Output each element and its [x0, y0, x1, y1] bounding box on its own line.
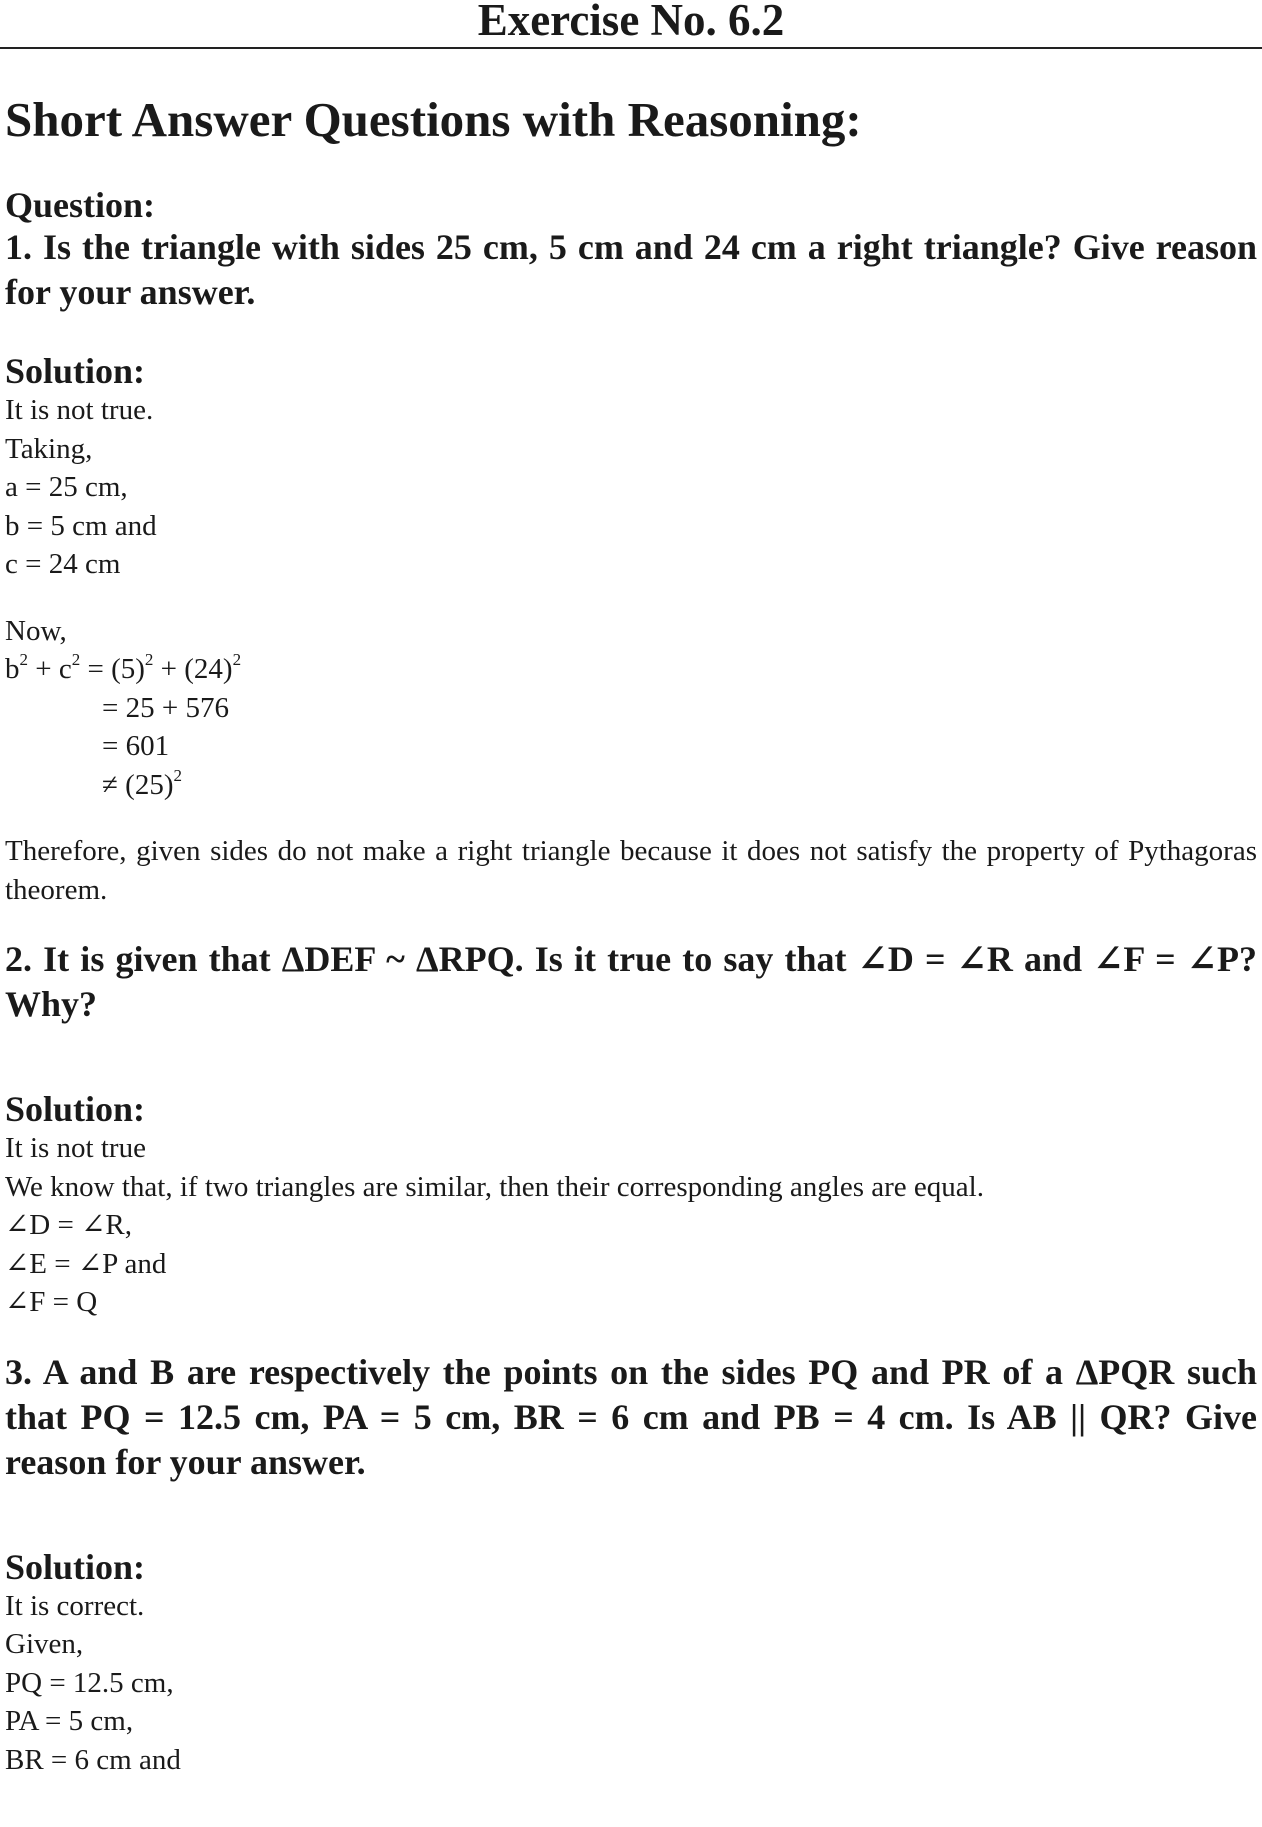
page-title: Exercise No. 6.2	[477, 0, 785, 45]
solution-line: a = 25 cm,	[5, 471, 128, 503]
equation-line: ≠ $(25)^2$	[102, 765, 182, 801]
solution-line: ∠D = ∠R,	[5, 1209, 132, 1241]
solution-line: PA = 5 cm,	[5, 1705, 134, 1737]
solution-line: It is not true.	[5, 394, 154, 426]
solution-label: Solution:	[5, 351, 146, 391]
equation-line: = 25 + 576	[102, 691, 229, 724]
solution-line: It is not true	[5, 1132, 146, 1164]
solution-conclusion: Therefore, given sides do not make a right triangle because it does not satisfy the property of Pythagoras theorem.	[5, 835, 1257, 906]
solution-line: We know that, if two triangles are similar, then their corresponding angles are equal.	[5, 1170, 984, 1203]
question-3	[5, 1350, 1257, 1780]
question-2	[5, 937, 1257, 1322]
solution-line: c = 24 cm	[5, 548, 121, 580]
solution-line: ∠F = Q	[5, 1286, 98, 1318]
solution-line: It is correct.	[5, 1589, 145, 1622]
equation-line: $b^2 + c^2 = (5)^2 + (24)^2$	[5, 650, 242, 685]
solution-line: ∠E = ∠P and	[5, 1247, 167, 1280]
document-body	[5, 185, 1257, 1779]
solution-label: Solution:	[5, 1089, 146, 1129]
question-2-text: 2. It is given that ΔDEF ~ ΔRPQ. Is it true to say that ∠D = ∠R and ∠F = ∠P? Why?	[5, 939, 1257, 1024]
section-heading: Short Answer Questions with Reasoning:	[5, 92, 862, 147]
solution-line: Now,	[5, 614, 67, 647]
question-label: Question:	[5, 185, 156, 225]
solution-line: b = 5 cm and	[5, 509, 157, 542]
solution-line: BR = 6 cm and	[5, 1743, 181, 1776]
equation-line: = 601	[102, 730, 170, 762]
question-1	[5, 185, 1257, 909]
solution-line: PQ = 12.5 cm,	[5, 1666, 174, 1699]
title-rule	[0, 47, 1262, 49]
question-1-text: 1. Is the triangle with sides 25 cm, 5 cm and 24 cm a right triangle? Give reason for your answer.	[5, 227, 1257, 312]
solution-label: Solution:	[5, 1546, 146, 1587]
question-3-text: 3. A and B are respectively the points on the sides PQ and PR of a ΔPQR such that PQ = 12.5 cm, PA = 5 cm, BR = 6 cm and PB = 4 cm. Is AB || QR? Give reason for your answer.	[5, 1351, 1257, 1482]
solution-line: Taking,	[5, 432, 93, 465]
solution-line: Given,	[5, 1628, 84, 1660]
